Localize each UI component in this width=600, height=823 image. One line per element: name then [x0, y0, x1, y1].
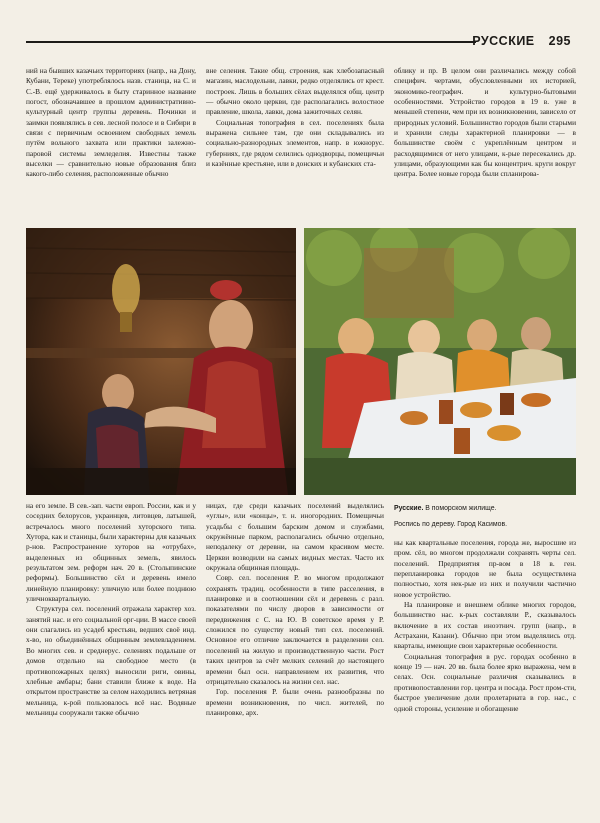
paragraph: На планировке и внешнем облике многих городов, большинство нас. к-рых составляли Р., сказывалось включение в их состав иноэтнич. групп (напр., в Астрахани, Казани). Обычно при этом выделялись отд. кварталы, имеющие свои характерные особенности. — [394, 600, 576, 651]
header-rule — [26, 41, 476, 43]
caption-bold-lead: Русские. — [394, 505, 424, 512]
page-number: 295 — [548, 34, 571, 48]
paragraph: Совр. сел. поселения Р. во многом продолжают сохранять традиц. особенности в типе расселения, в планировке и в соотношении сёл и деревень с разл. показателями по числу дворов в зависимости от передвижения с С. на Ю. В советское время у Р. сложился по существу новый тип сел. поселений. Основное его отличие заключается в разделении сел. поселений на жилую и производственную части. Рост таких центров за счёт мелких селений до настоящего времени был осн. направлением их развития, что отрицательно сказалось на жизни сел. нас. — [206, 573, 384, 686]
caption-text: Роспись по дереву. Город Касимов. — [394, 521, 508, 528]
text-column-bottom-3 — [394, 538, 576, 803]
paragraph: ны как квартальные поселения, города же, выросшие из пром. сёл, во многом продолжали сохранять черты сел. поселений. Предприятия пр-вом в 18 в. ген. перепланировка городов не была осуществлена полностью, хотя нек-рые из них и получили частично новое устройство. — [394, 538, 576, 599]
paragraph: на его земле. В сев.-зап. части европ. России, как и у соседних белорусов, украинцев, литовцев, латышей, встречалось много поселений хуторского типа. Хутора, как и станицы, были характерны для казачьих р-нов. Распространение хуторов на «отрубах», выделенных из общинных земель, явилось результатом зем. реформ нач. 20 в. (Столыпинские реформы). Большинство сёл и деревень имело линейную планировку: уличную или более позднюю уличноквартальную. — [26, 501, 196, 604]
caption-text: В поморском жилище. — [425, 505, 497, 512]
running-head-title: РУССКИЕ — [472, 34, 535, 48]
text-column-top-1 — [26, 66, 196, 226]
photo-wood-painting-kasimov — [304, 228, 576, 495]
paragraph: Структура сел. поселений отражала характер хоз. занятий нас. и его социальной орг-ции. В массе своей они слагались из усадеб крестьян, ведших своё инд. х-во, но объединённых общинным землевладением. Во многих сев. и среднерус. селениях подальше от домов отдельно на свободное место (в противопожарных целях) выносили риги, овины, хлебные амбары; бани ставили ближе к воде. На открытом пространстве за селом находились ветряная мельница, к-рой пользовалось всё нас. Водяные мельницы сооружали также обычно — [26, 604, 196, 717]
paragraph: ницах, где среди казачьих поселений выделялись «углы», или «концы», т. н. иногородних. Помещичьи усадьбы с большим барским домом и службами, окружённые парком, располагались обычно отдельно, неподалеку от деревни, на самом красивом месте. Церкви возводили на самых видных местах. Часто их окружала общинная площадь. — [206, 501, 384, 573]
text-column-top-2 — [206, 66, 384, 226]
paragraph: вне селения. Такие общ. строения, как хлебозапасный магазин, маслодельни, лавки, редко отделялись от крест. построек. Лишь в больших сёлах выделялся общ. центр — обычно около церкви, где располагались волостное правление, школа, лавки, дома зажиточных селян. — [206, 66, 384, 117]
photo-caption-1 — [394, 504, 576, 513]
text-column-top-3 — [394, 66, 576, 226]
paragraph: ний на бывших казачьих территориях (напр., на Дону, Кубани, Тереке) употреблялось назв. станица, на С. и С.-В. ещё удерживалось в быту старинное название погост, обозначавшее в прошлом административно-культурный центр группы деревень. Починки и заимки появлялись в сев. лесной полосе и в Сибири в связи с первичным освоением свободных земель путём вольного захвата или практики залежно-паровой системы земледелия. Известны также выселки — сравнительно новые образования близ какого-либо селения, расположенные обычно — [26, 66, 196, 179]
photo-wood-painting-kasimov-illustration — [304, 228, 576, 495]
running-head — [472, 34, 571, 48]
photo-pomor-dwelling-illustration — [26, 228, 296, 495]
photo-caption-2 — [394, 520, 576, 529]
paragraph: Гор. поселения Р. были очень разнообразны по времени возникновения, по числ. жителей, по планировке, арх. — [206, 687, 384, 717]
photo-pomor-dwelling — [26, 228, 296, 495]
text-column-bottom-1 — [26, 501, 196, 801]
text-column-bottom-2 — [206, 501, 384, 801]
paragraph: Социальная топография в рус. городах особенно в конце 19 — нач. 20 вв. была более ярко выражена, чем в селах. Осн. социальные различия сказывались в противопоставлении гор. центра и посада. Рост пром-сти, быстрое увеличение доли пролетариата в гор. нас., с одной стороны, усиление и обогащение — [394, 651, 576, 713]
paragraph: облику и пр. В целом они различались между собой специфич. чертами, обусловленными их историей, экономико-географич. и культурно-бытовыми особенностями. Устройство городов в 19 в. уже в меньшей степени, чем при их возникновении, зависело от природных условий. Большинство городов были старыми и хранили следы характерной планировки — в большинстве своём с укреплённым центром и расходящимися от него улицами, к-рые пересекались др. улицами, образующими как бы концентрич. круги вокруг центра. Более новые города были спланирова- — [394, 66, 576, 179]
paragraph: Социальная топография в сел. поселениях была выражена сильнее там, где они складывались из социально-разнородных элементов, напр. в южнорус. губерниях, где рядом селились однодворцы, помещичьи и казённые крестьяне, или в донских и кубанских ста- — [206, 117, 384, 169]
